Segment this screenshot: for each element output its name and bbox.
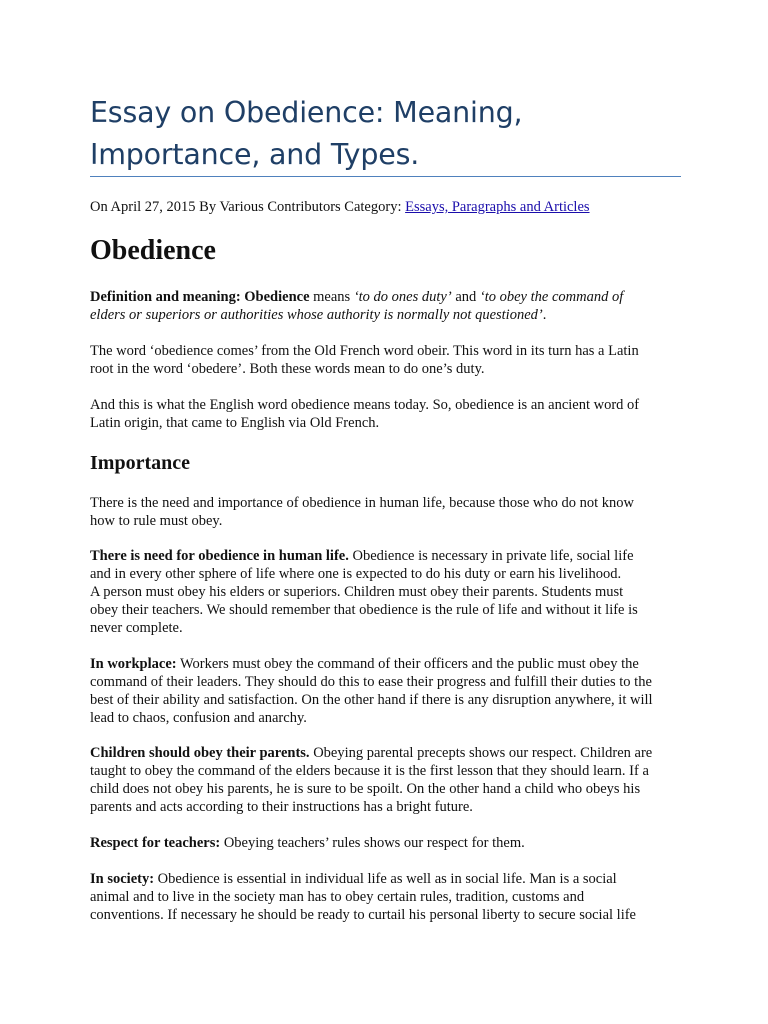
workplace-paragraph xyxy=(90,655,686,727)
need-line: how to rule must obey. xyxy=(90,513,223,529)
definition-italic-2a: ‘to obey the command of xyxy=(479,289,624,305)
definition-line-2 xyxy=(90,306,686,324)
definition-text-2: and xyxy=(451,289,480,305)
category-link[interactable]: Essays, Paragraphs and Articles xyxy=(405,199,590,215)
human-life-line: A person must obey his elders or superiors. Children must obey their parents. Students must xyxy=(90,584,624,600)
article-title-line-1: Essay on Obedience: Meaning, xyxy=(90,96,523,129)
teachers-label: Respect for teachers: xyxy=(90,835,221,851)
section-heading-obedience: Obedience xyxy=(90,235,216,266)
article-meta xyxy=(90,198,690,216)
meta-byline: On April 27, 2015 By Various Contributors Category: xyxy=(90,199,406,215)
definition-italic-2b: elders or superiors or authorities whose authority is normally not questioned’ xyxy=(90,307,543,323)
workplace-first-text: Workers must obey the command of their officers and the public must obey the xyxy=(176,656,639,672)
english-word-line: Latin origin, that came to English via Old French. xyxy=(90,415,380,431)
human-life-line: and in every other sphere of life where one is expected to do his duty or earn his livelihood. xyxy=(90,566,622,582)
teachers-paragraph xyxy=(90,834,686,852)
society-line: conventions. If necessary he should be ready to curtail his personal liberty to secure social life xyxy=(90,907,636,923)
english-word-line: And this is what the English word obedience means today. So, obedience is an ancient word of xyxy=(90,397,640,413)
definition-line-1 xyxy=(90,288,686,306)
society-paragraph xyxy=(90,870,686,924)
children-line: parents and acts according to their instructions has a bright future. xyxy=(90,799,473,815)
children-line: taught to obey the command of the elders because it is the first lesson that they should learn. If a xyxy=(90,763,649,779)
workplace-line: lead to chaos, confusion and anarchy. xyxy=(90,710,307,726)
workplace-line xyxy=(90,655,686,673)
teachers-text: Obeying teachers’ rules shows our respect for them. xyxy=(220,835,525,851)
word-origin-line: root in the word ‘obedere’. Both these words mean to do one’s duty. xyxy=(90,361,485,377)
human-life-line: obey their teachers. We should remember that obedience is the rule of life and without it life is xyxy=(90,602,638,618)
children-line xyxy=(90,744,686,762)
word-origin-paragraph xyxy=(90,342,686,378)
human-life-first-text: Obedience is necessary in private life, social life xyxy=(348,548,634,564)
human-life-line xyxy=(90,547,686,565)
workplace-line: best of their ability and satisfaction. On the other hand if there is any disruption anywhere, it will xyxy=(90,692,653,708)
children-label: Children should obey their parents. xyxy=(90,745,310,761)
children-line: child does not obey his parents, he is sure to be spoilt. On the other hand a child who obeys his xyxy=(90,781,641,797)
society-line xyxy=(90,870,686,888)
society-line: animal and to live in the society man has to obey certain rules, tradition, customs and xyxy=(90,889,585,905)
word-origin-line: The word ‘obedience comes’ from the Old French word obeir. This word in its turn has a Latin xyxy=(90,343,639,359)
title-divider xyxy=(90,176,681,177)
english-word-paragraph xyxy=(90,396,686,432)
definition-text-3: . xyxy=(542,307,547,323)
children-first-text: Obeying parental precepts shows our respect. Children are xyxy=(309,745,653,761)
human-life-label: There is need for obedience in human life. xyxy=(90,548,349,564)
need-paragraph xyxy=(90,494,686,530)
workplace-line: command of their leaders. They should do this to ease their progress and fulfill their duties to the xyxy=(90,674,652,690)
human-life-paragraph xyxy=(90,547,686,637)
teachers-line xyxy=(90,834,686,852)
need-line: There is the need and importance of obedience in human life, because those who do not know xyxy=(90,495,634,511)
workplace-label: In workplace: xyxy=(90,656,177,672)
definition-text-1: means xyxy=(309,289,354,305)
children-paragraph xyxy=(90,744,686,816)
definition-paragraph xyxy=(90,288,686,324)
definition-italic-1: ‘to do ones duty’ xyxy=(353,289,452,305)
article-title-line-2: Importance, and Types. xyxy=(90,138,420,171)
society-label: In society: xyxy=(90,871,155,887)
section-heading-importance: Importance xyxy=(90,452,190,474)
human-life-line: never complete. xyxy=(90,620,183,636)
society-first-text: Obedience is essential in individual life as well as in social life. Man is a social xyxy=(154,871,617,887)
definition-label: Definition and meaning: Obedience xyxy=(90,289,310,305)
article-title xyxy=(90,92,690,176)
